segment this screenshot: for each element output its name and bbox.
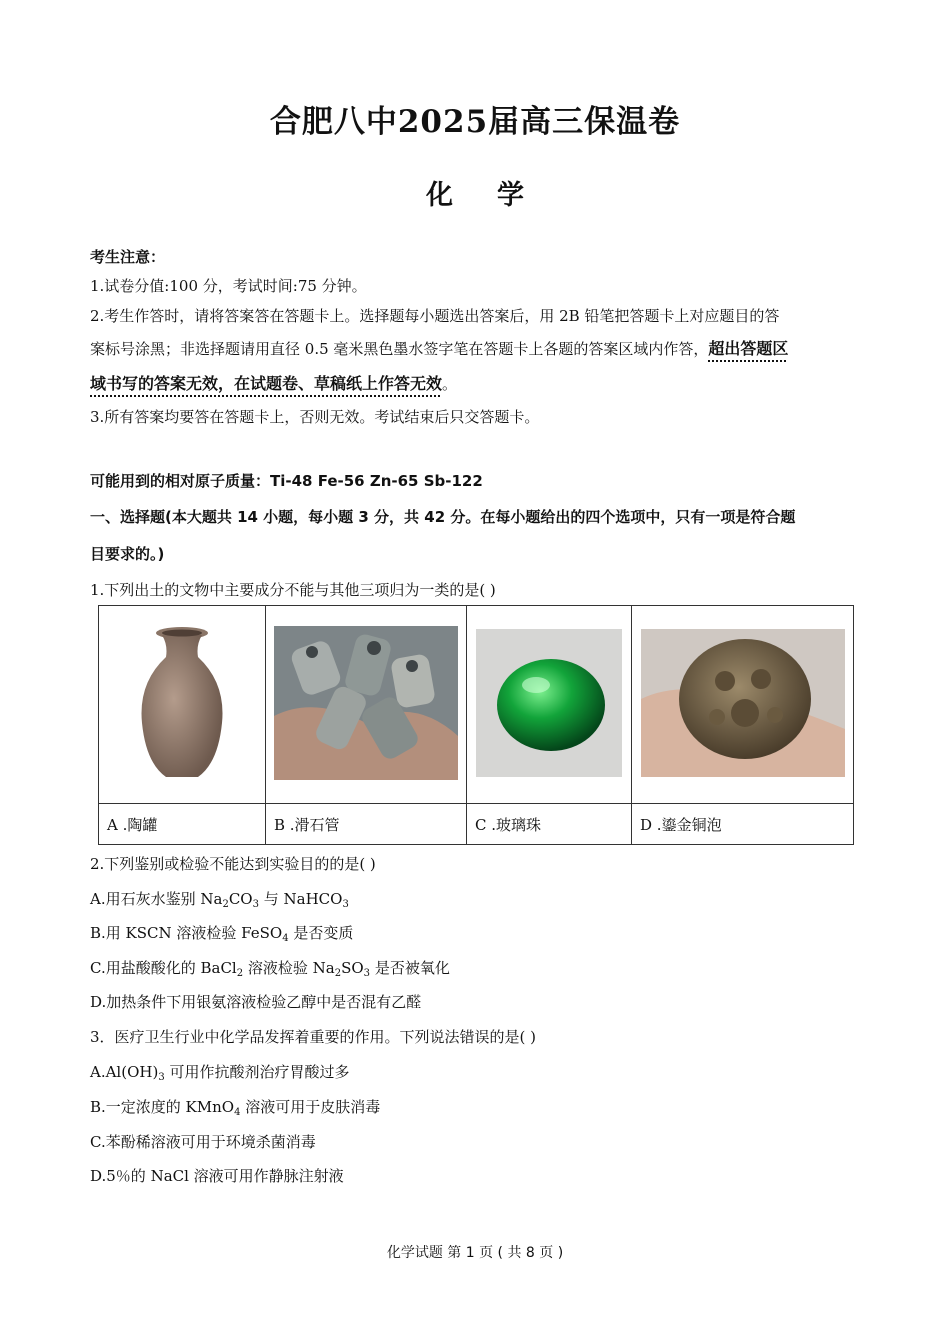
notice-item-1: 1.试卷分值:100 分，考试时间:75 分钟。 <box>90 277 367 295</box>
q1-cell-c-image <box>467 606 632 804</box>
q3-option-d: D.5％的 NaCl 溶液可用作静脉注射液 <box>90 1167 344 1185</box>
q1-cell-a-image <box>99 606 266 804</box>
subject-title: 化学 <box>426 180 568 211</box>
section-1-line-2: 目要求的。) <box>90 545 165 563</box>
q1-option-d: D .鎏金铜泡 <box>632 804 854 845</box>
notice-item-2-line-3 <box>90 371 457 394</box>
q2-option-b: B.用 KSCN 溶液检验 FeSO$_4$ 是否变质 <box>90 924 354 944</box>
notice-item-2-emphasis-2: 域书写的答案无效，在试题卷、草稿纸上作答无效 <box>90 374 443 393</box>
glass-bead-image <box>476 629 622 777</box>
q1-artifact-table <box>98 605 854 845</box>
q1-cell-d-image <box>632 606 854 804</box>
atomic-mass-line: 可能用到的相对原子质量：Ti-48 Fe-56 Zn-65 Sb-122 <box>90 472 483 490</box>
q3-option-b: B.一定浓度的 KMnO$_4$ 溶液可用于皮肤消毒 <box>90 1098 381 1118</box>
q3-stem: 3．医疗卫生行业中化学品发挥着重要的作用。下列说法错误的是( ) <box>90 1028 537 1046</box>
q2-option-c: C.用盐酸酸化的 BaCl$_2$ 溶液检验 $Na_2SO_3$ 是否被氧化 <box>90 959 450 979</box>
gilt-bronze-boss-image <box>641 629 845 777</box>
clay-pot-image <box>132 623 232 783</box>
notice-item-2-line-2 <box>90 336 788 359</box>
q3-option-a: $A.Al(OH)_3$ 可用作抗酸剂治疗胃酸过多 <box>90 1063 350 1083</box>
q1-option-b: B .滑石管 <box>266 804 467 845</box>
q2-option-d: D.加热条件下用银氨溶液检验乙醇中是否混有乙醛 <box>90 993 422 1011</box>
page-footer: 化学试题 第 1 页 ( 共 8 页 ) <box>386 1245 564 1261</box>
q1-option-c: C .玻璃珠 <box>467 804 632 845</box>
q2-stem: 2.下列鉴别或检验不能达到实验目的的是( ) <box>90 855 376 873</box>
q1-cell-b-image <box>266 606 467 804</box>
notice-item-2-plain: 案标号涂黑；非选择题请用直径 0.5 毫米黑色墨水签字笔在答题卡上各题的答案区域内作答， <box>90 340 709 358</box>
talc-tubes-image <box>274 626 458 780</box>
notice-item-2-emphasis: 超出答题区 <box>708 339 789 358</box>
exam-title: 合肥八中2025届高三保温卷 <box>269 104 681 140</box>
section-1-line-1: 一、选择题(本大题共 14 小题，每小题 3 分，共 42 分。在每小题给出的四个选项中，只有一项是符合题 <box>90 508 796 526</box>
notice-heading: 考生注意： <box>90 248 166 266</box>
notice-item-2-end: 。 <box>442 375 458 393</box>
q1-stem: 1.下列出土的文物中主要成分不能与其他三项归为一类的是( ) <box>90 581 496 599</box>
notice-item-2-line-1: 2.考生作答时，请将答案答在答题卡上。选择题每小题选出答案后，用 2B 铅笔把答题卡上对应题目的答 <box>90 307 780 325</box>
q2-option-a: A.用石灰水鉴别 $Na_2CO_3$ 与 NaHCO$_3$ <box>90 890 349 910</box>
q3-option-c: C.苯酚稀溶液可用于环境杀菌消毒 <box>90 1133 316 1151</box>
q1-option-a: A .陶罐 <box>99 804 266 845</box>
notice-item-3: 3.所有答案均要答在答题卡上，否则无效。考试结束后只交答题卡。 <box>90 408 540 426</box>
